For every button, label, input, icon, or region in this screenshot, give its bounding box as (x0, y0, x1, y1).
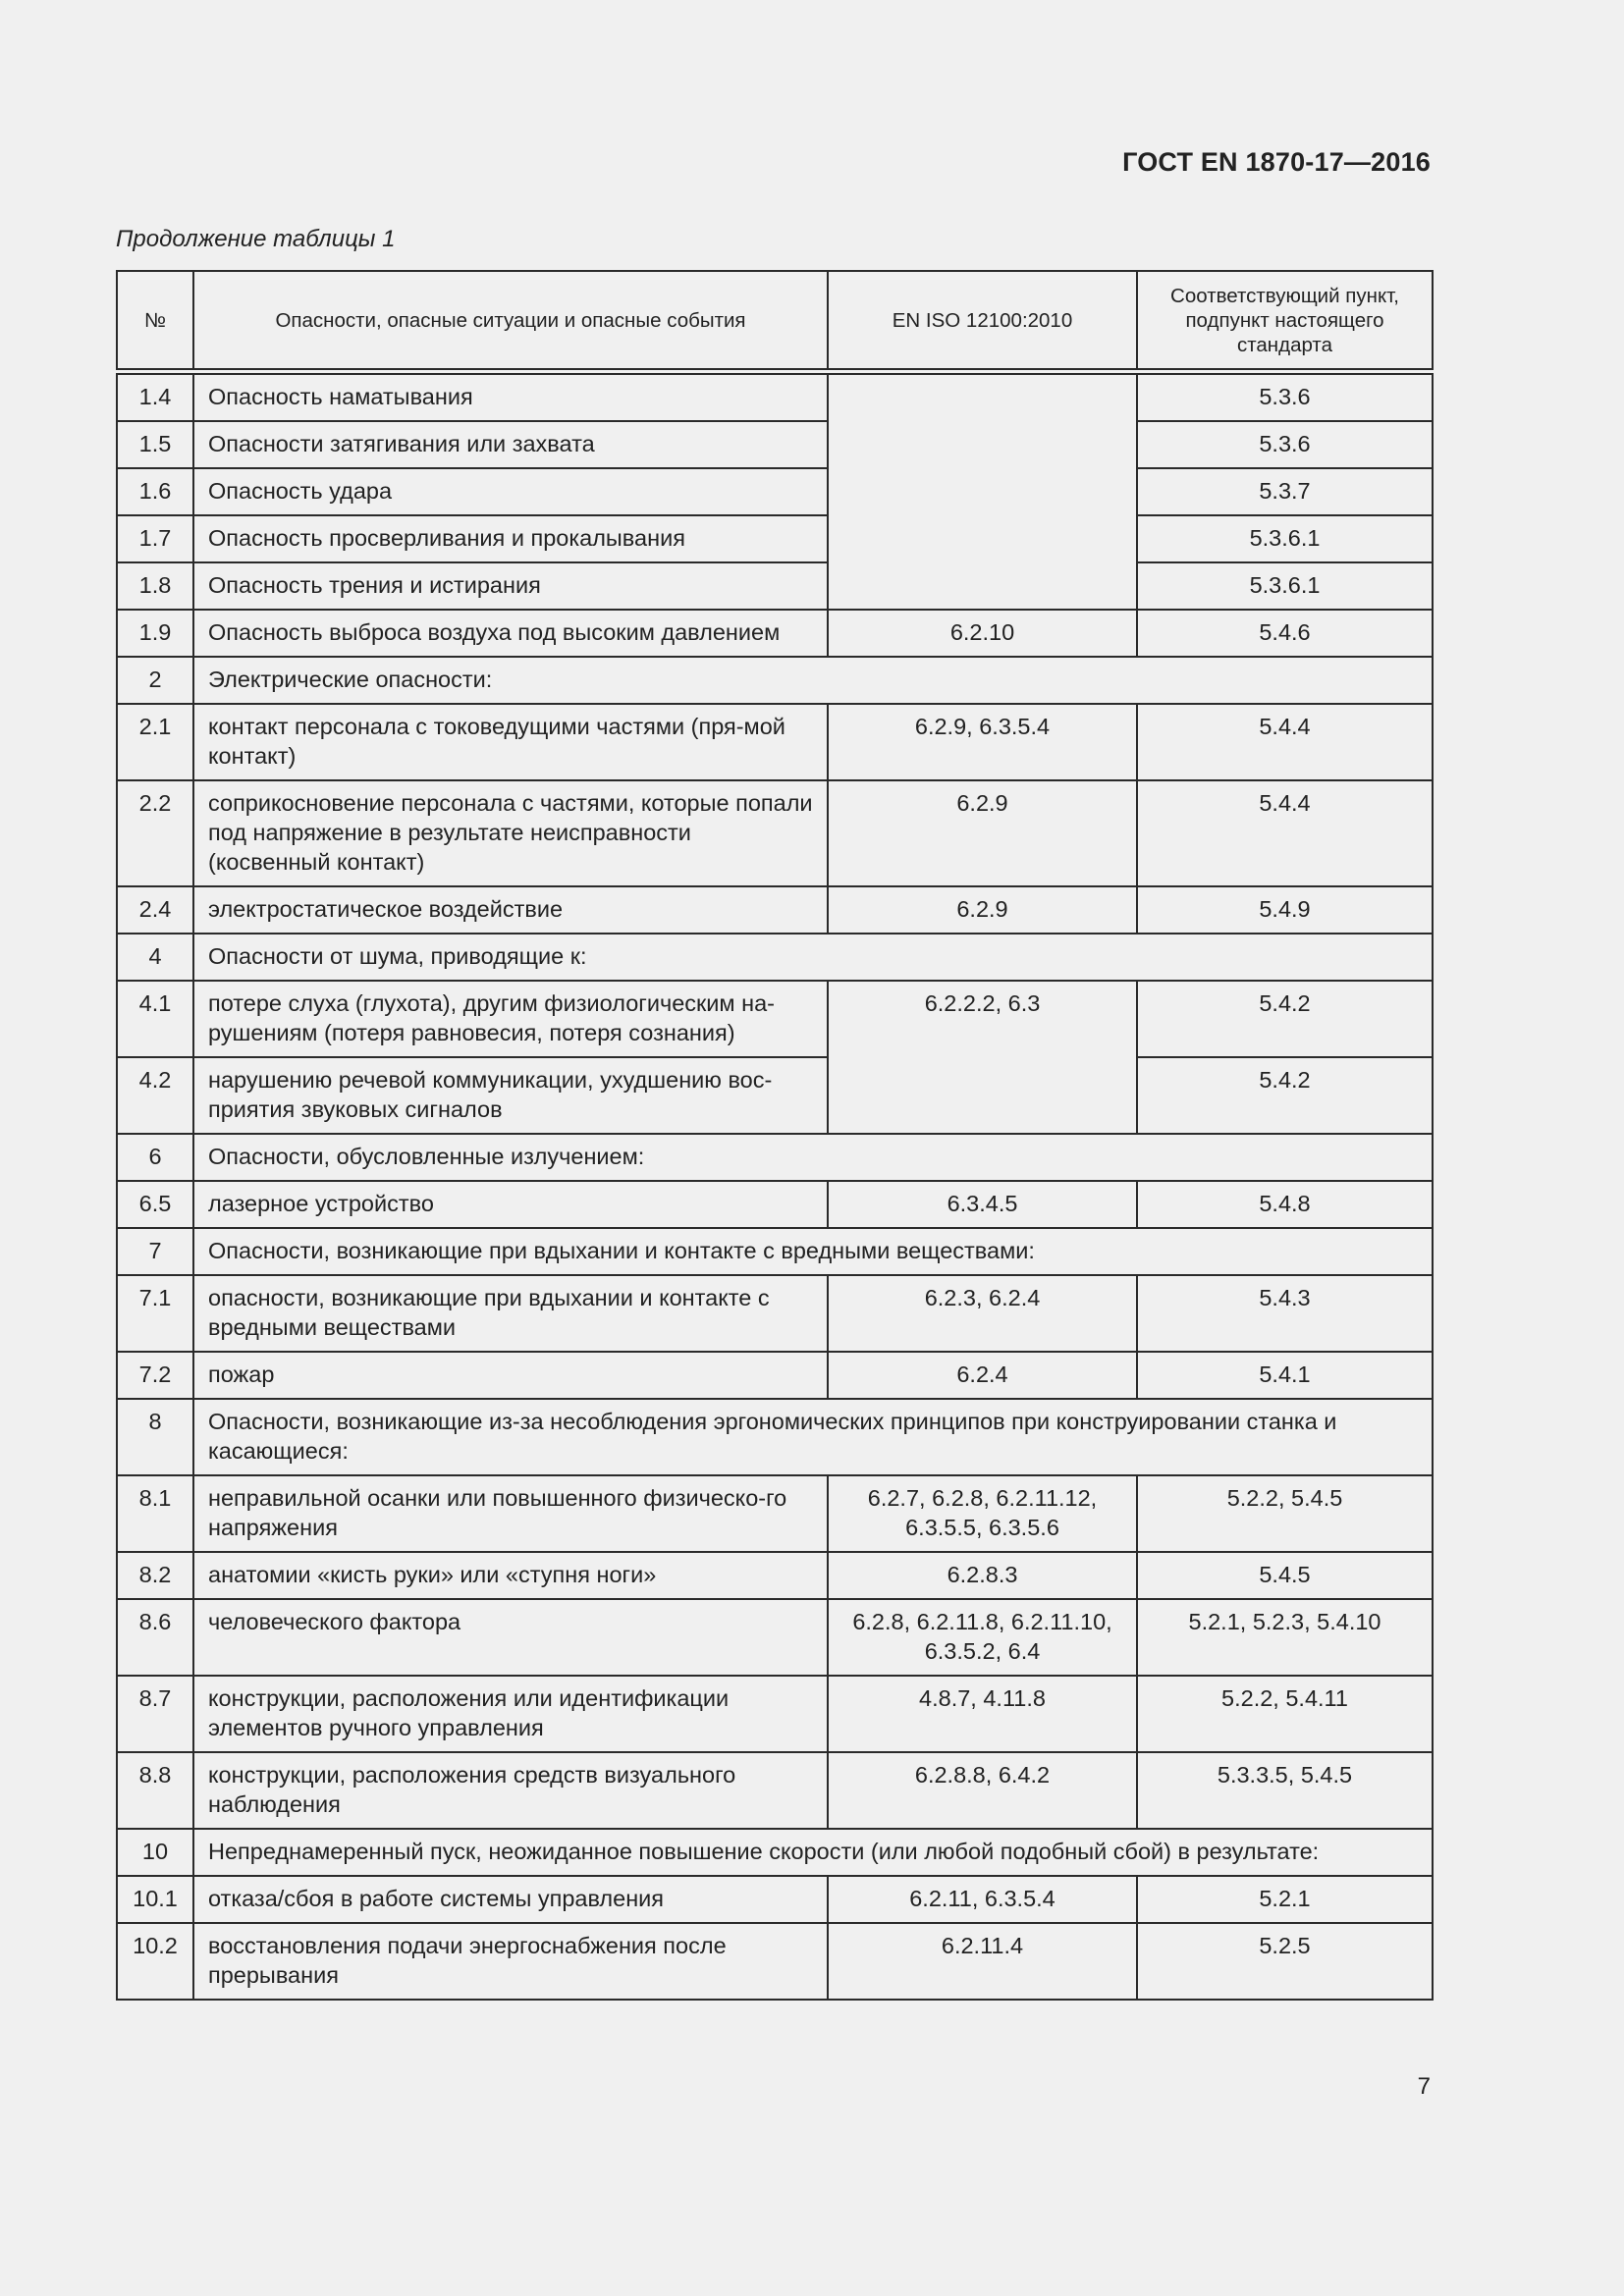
row-clause: 5.4.9 (1137, 886, 1433, 934)
column-header-number: № (117, 271, 193, 372)
row-iso: 6.2.9 (828, 780, 1137, 886)
table-group-row (117, 1399, 1433, 1475)
row-group-title: Опасности от шума, приводящие к: (193, 934, 1433, 981)
table-row (117, 1923, 1433, 2000)
row-hazard: Опасность трения и истирания (193, 562, 828, 610)
row-number: 4.1 (117, 981, 193, 1057)
row-clause: 5.2.5 (1137, 1923, 1433, 2000)
row-clause: 5.4.2 (1137, 1057, 1433, 1134)
row-number: 8 (117, 1399, 193, 1475)
row-number: 10 (117, 1829, 193, 1876)
row-hazard: Опасность просверливания и прокалывания (193, 515, 828, 562)
row-hazard: Опасности затягивания или захвата (193, 421, 828, 468)
row-hazard: анатомии «кисть руки» или «ступня ноги» (193, 1552, 828, 1599)
row-number: 6.5 (117, 1181, 193, 1228)
row-number: 10.1 (117, 1876, 193, 1923)
table-row (117, 780, 1433, 886)
column-header-iso: EN ISO 12100:2010 (828, 271, 1137, 372)
row-hazard: человеческого фактора (193, 1599, 828, 1676)
row-iso-empty (828, 372, 1137, 611)
row-hazard: Опасность выброса воздуха под высоким давлением (193, 610, 828, 657)
table-row (117, 886, 1433, 934)
row-number: 2.4 (117, 886, 193, 934)
table-row (117, 468, 1433, 515)
table-group-row (117, 657, 1433, 704)
row-iso: 6.2.10 (828, 610, 1137, 657)
table-row (117, 562, 1433, 610)
row-number: 1.5 (117, 421, 193, 468)
row-number: 4.2 (117, 1057, 193, 1134)
row-number: 2 (117, 657, 193, 704)
row-iso: 6.2.8.8, 6.4.2 (828, 1752, 1137, 1829)
row-number: 1.7 (117, 515, 193, 562)
row-iso: 6.2.11.4 (828, 1923, 1137, 2000)
table-group-row (117, 1228, 1433, 1275)
row-clause: 5.4.4 (1137, 704, 1433, 780)
table-header-row (117, 271, 1433, 372)
row-hazard: электростатическое воздействие (193, 886, 828, 934)
table-row (117, 610, 1433, 657)
row-number: 6 (117, 1134, 193, 1181)
table-row (117, 1676, 1433, 1752)
row-number: 8.8 (117, 1752, 193, 1829)
table-row (117, 1181, 1433, 1228)
row-clause: 5.4.1 (1137, 1352, 1433, 1399)
row-iso: 6.3.4.5 (828, 1181, 1137, 1228)
table-row (117, 1599, 1433, 1676)
row-clause: 5.3.7 (1137, 468, 1433, 515)
row-number: 2.1 (117, 704, 193, 780)
table-group-row (117, 1829, 1433, 1876)
table-row (117, 1057, 1433, 1134)
row-hazard: Опасность наматывания (193, 372, 828, 422)
table-row (117, 421, 1433, 468)
table-row (117, 704, 1433, 780)
row-iso: 6.2.8, 6.2.11.8, 6.2.11.10, 6.3.5.2, 6.4 (828, 1599, 1137, 1676)
row-hazard: отказа/сбоя в работе системы управления (193, 1876, 828, 1923)
row-clause: 5.2.2, 5.4.5 (1137, 1475, 1433, 1552)
row-iso: 6.2.8.3 (828, 1552, 1137, 1599)
row-number: 8.1 (117, 1475, 193, 1552)
row-group-title: Электрические опасности: (193, 657, 1433, 704)
table-caption: Продолжение таблицы 1 (116, 226, 396, 252)
page-number: 7 (1417, 2073, 1431, 2100)
row-iso: 6.2.7, 6.2.8, 6.2.11.12, 6.3.5.5, 6.3.5.6 (828, 1475, 1137, 1552)
table-row (117, 1475, 1433, 1552)
row-clause: 5.4.4 (1137, 780, 1433, 886)
row-iso: 6.2.4 (828, 1352, 1137, 1399)
row-clause: 5.3.3.5, 5.4.5 (1137, 1752, 1433, 1829)
row-number: 7.2 (117, 1352, 193, 1399)
row-clause: 5.4.8 (1137, 1181, 1433, 1228)
table-row (117, 515, 1433, 562)
row-iso: 6.2.2.2, 6.3 (828, 981, 1137, 1134)
row-hazard: потере слуха (глухота), другим физиологическим на-рушениям (потеря равновесия, потеря сознания) (193, 981, 828, 1057)
row-number: 7 (117, 1228, 193, 1275)
row-iso: 4.8.7, 4.11.8 (828, 1676, 1137, 1752)
row-clause: 5.2.1 (1137, 1876, 1433, 1923)
row-group-title: Опасности, возникающие из-за несоблюдения эргономических принципов при конструировании станка и касающиеся: (193, 1399, 1433, 1475)
row-group-title: Опасности, возникающие при вдыхании и контакте с вредными веществами: (193, 1228, 1433, 1275)
row-hazard: лазерное устройство (193, 1181, 828, 1228)
row-iso: 6.2.9, 6.3.5.4 (828, 704, 1137, 780)
row-number: 8.2 (117, 1552, 193, 1599)
row-iso: 6.2.3, 6.2.4 (828, 1275, 1137, 1352)
row-number: 1.4 (117, 372, 193, 422)
row-hazard: опасности, возникающие при вдыхании и контакте с вредными веществами (193, 1275, 828, 1352)
row-clause: 5.2.2, 5.4.11 (1137, 1676, 1433, 1752)
table-row (117, 1275, 1433, 1352)
row-number: 1.6 (117, 468, 193, 515)
row-number: 10.2 (117, 1923, 193, 2000)
row-hazard: конструкции, расположения или идентификации элементов ручного управления (193, 1676, 828, 1752)
column-header-hazards: Опасности, опасные ситуации и опасные события (193, 271, 828, 372)
row-hazard: нарушению речевой коммуникации, ухудшению вос-приятия звуковых сигналов (193, 1057, 828, 1134)
row-clause: 5.3.6.1 (1137, 562, 1433, 610)
table-row (117, 981, 1433, 1057)
row-iso: 6.2.9 (828, 886, 1137, 934)
row-number: 8.7 (117, 1676, 193, 1752)
row-clause: 5.3.6.1 (1137, 515, 1433, 562)
table-group-row (117, 934, 1433, 981)
row-iso: 6.2.11, 6.3.5.4 (828, 1876, 1137, 1923)
table-row (117, 1876, 1433, 1923)
table-group-row (117, 1134, 1433, 1181)
row-group-title: Непреднамеренный пуск, неожиданное повышение скорости (или любой подобный сбой) в результате: (193, 1829, 1433, 1876)
row-clause: 5.2.1, 5.2.3, 5.4.10 (1137, 1599, 1433, 1676)
row-hazard: Опасность удара (193, 468, 828, 515)
table-row (117, 1352, 1433, 1399)
row-number: 1.9 (117, 610, 193, 657)
row-clause: 5.4.2 (1137, 981, 1433, 1057)
column-header-clause: Соответствующий пункт, подпункт настоящего стандарта (1137, 271, 1433, 372)
row-clause: 5.3.6 (1137, 421, 1433, 468)
row-number: 4 (117, 934, 193, 981)
table-row (117, 1752, 1433, 1829)
row-number: 7.1 (117, 1275, 193, 1352)
table-row (117, 1552, 1433, 1599)
row-clause: 5.4.5 (1137, 1552, 1433, 1599)
row-hazard: контакт персонала с токоведущими частями (пря-мой контакт) (193, 704, 828, 780)
row-clause: 5.3.6 (1137, 372, 1433, 422)
row-clause: 5.4.3 (1137, 1275, 1433, 1352)
row-hazard: конструкции, расположения средств визуального наблюдения (193, 1752, 828, 1829)
hazards-table (116, 270, 1434, 2001)
row-number: 1.8 (117, 562, 193, 610)
standard-designation: ГОСТ EN 1870-17—2016 (1122, 147, 1431, 177)
table-row (117, 372, 1433, 422)
row-number: 2.2 (117, 780, 193, 886)
row-clause: 5.4.6 (1137, 610, 1433, 657)
row-hazard: пожар (193, 1352, 828, 1399)
row-group-title: Опасности, обусловленные излучением: (193, 1134, 1433, 1181)
row-hazard: неправильной осанки или повышенного физическо-го напряжения (193, 1475, 828, 1552)
row-hazard: соприкосновение персонала с частями, которые попали под напряжение в результате неисправности (косвенный контакт) (193, 780, 828, 886)
row-hazard: восстановления подачи энергоснабжения после прерывания (193, 1923, 828, 2000)
row-number: 8.6 (117, 1599, 193, 1676)
